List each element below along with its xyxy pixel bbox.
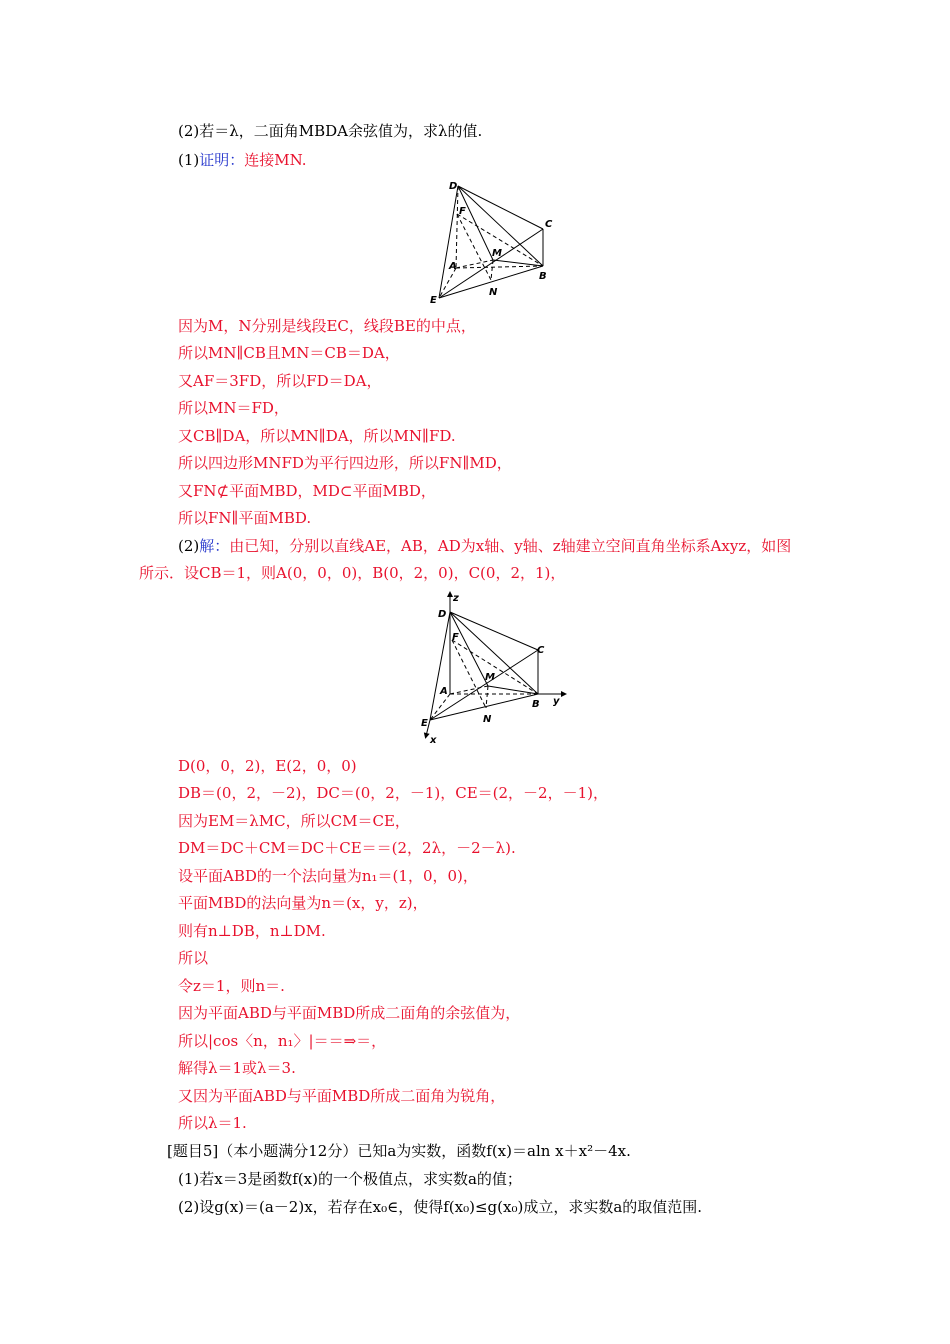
solution-step-11: 所以|cos〈n，n₁〉|＝＝⇒＝， [178, 1032, 387, 1050]
proof-step-8: 所以FN∥平面MBD. [178, 509, 312, 527]
proof-label: 证明： [199, 151, 245, 169]
proof-prefix: (1) [178, 151, 200, 169]
solution-setup-continued: 所示．设CB＝1，则A(0，0，0)，B(0，2，0)，C(0，2，1)， [139, 564, 566, 582]
problem-5-part-2: (2)设g(x)＝(a－2)x，若存在x₀∈，使得f(x₀)≤g(x₀)成立，求实数a的取值范围. [178, 1198, 703, 1216]
solution-step-3: 因为EM＝λMC，所以CM＝CE， [178, 812, 410, 830]
solution-step-9: 令z＝1，则n＝. [178, 977, 285, 995]
solution-step-4: DM＝DC＋CM＝DC＋CE＝＝(2，2λ，－2－λ). [178, 839, 516, 857]
label-N: N [483, 714, 492, 725]
label-E: E [421, 718, 428, 729]
proof-step-5: 又CB∥DA，所以MN∥DA，所以MN∥FD. [178, 427, 456, 445]
proof-step-2: 所以MN∥CB且MN＝CB＝DA， [178, 344, 400, 362]
solution-step-8: 所以 [178, 949, 209, 967]
label-F: F [452, 632, 459, 643]
label-D: D [438, 609, 447, 620]
label-M: M [492, 248, 502, 259]
proof-step-1: 因为M，N分别是线段EC，线段BE的中点， [178, 317, 476, 335]
label-y: y [553, 696, 560, 707]
solution-label: 解： [199, 537, 230, 555]
edge-AM [450, 686, 488, 694]
figure-pyramid-2-svg [416, 590, 574, 745]
edge-AB [456, 266, 543, 268]
label-B: B [539, 271, 547, 282]
proof-step-7: 又FN⊄平面MBD，MD⊂平面MBD， [178, 482, 436, 500]
label-A: A [440, 686, 448, 697]
solution-step-14: 所以λ＝1. [178, 1114, 247, 1132]
proof-first-step: 连接MN. [244, 151, 307, 169]
solution-step-7: 则有n⊥DB，n⊥DM. [178, 922, 326, 940]
proof-step-3: 又AF＝3FD，所以FD＝DA， [178, 372, 382, 390]
solution-heading [178, 536, 791, 558]
solution-step-12: 解得λ＝1或λ＝3. [178, 1059, 296, 1077]
solution-step-6: 平面MBD的法向量为n＝(x，y，z)， [178, 894, 428, 912]
label-C: C [545, 219, 553, 230]
edge-FN [452, 640, 486, 708]
solution-step-5: 设平面ABD的一个法向量为n₁＝(1，0，0)， [178, 867, 478, 885]
label-C: C [537, 645, 545, 656]
edge-FB [452, 640, 538, 694]
question-part-2: (2)若＝λ，二面角MBDA余弦值为，求λ的值. [178, 122, 483, 140]
solution-step-13: 又因为平面ABD与平面MBD所成二面角为锐角， [178, 1087, 506, 1105]
edge-MN [486, 686, 488, 708]
label-D: D [449, 181, 458, 192]
problem-5-statement: [题目5]（本小题满分12分）已知a为实数，函数f(x)＝aln x＋x²－4x. [167, 1142, 631, 1160]
solution-step-1: D(0，0，2)，E(2，0，0) [178, 757, 357, 775]
edge-ED [430, 612, 450, 720]
proof-step-6: 所以四边形MNFD为平行四边形，所以FN∥MD， [178, 454, 512, 472]
label-E: E [430, 295, 437, 306]
solution-step-2: DB＝(0，2，－2)，DC＝(0，2，－1)，CE＝(2，－2，－1)， [178, 784, 608, 802]
solution-step-10: 因为平面ABD与平面MBD所成二面角的余弦值为， [178, 1004, 521, 1022]
label-M: M [485, 672, 495, 683]
solution-prefix: (2) [178, 537, 200, 555]
label-N: N [489, 287, 498, 298]
edge-FN [457, 214, 491, 280]
label-A: A [449, 261, 457, 272]
figure-pyramid-1-svg [425, 176, 560, 308]
proof-heading [178, 150, 307, 172]
edge-DC [450, 612, 538, 650]
problem-5-part-1: (1)若x＝3是函数f(x)的一个极值点，求实数a的值； [178, 1170, 522, 1188]
edge-DM [458, 186, 493, 260]
label-x: x [430, 735, 437, 745]
proof-step-4: 所以MN＝FD， [178, 399, 289, 417]
solution-setup: 由已知，分别以直线AE，AB，AD为x轴、y轴、z轴建立空间直角坐标系Axyz，如图 [229, 537, 792, 555]
figure-pyramid-1 [425, 176, 560, 308]
label-B: B [532, 699, 540, 710]
figure-pyramid-2 [416, 590, 574, 745]
label-z: z [453, 593, 459, 604]
label-F: F [459, 206, 466, 217]
